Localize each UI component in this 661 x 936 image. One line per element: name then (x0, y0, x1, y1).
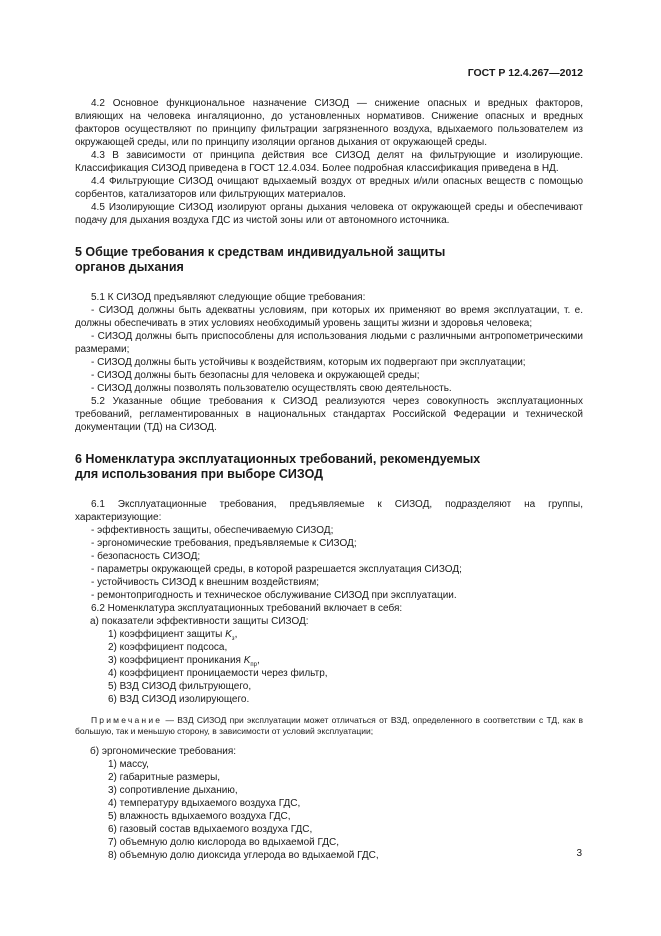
subsection-a-title: а) показатели эффективности защиты СИЗОД: (90, 616, 309, 627)
list-item: - СИЗОД должны быть адекватны условиям, при которых их применяют во время эксплуатации, т. е. должны обеспечивать в этих условиях необходимый уровень защиты жизни и здоровья человека; (75, 305, 583, 329)
paragraph-5-2: 5.2 Указанные общие требования к СИЗОД реализуются через совокупность эксплуатационных требований, регламентированных в национальных стандартах Российской Федерации и технической документации (ТД) на СИЗОД. (75, 396, 583, 433)
list-item: - ремонтопригодность и техническое обслуживание СИЗОД при эксплуатации. (91, 590, 457, 601)
list-item: 4) температуру вдыхаемого воздуха ГДС, (108, 798, 301, 809)
section-5-heading-line1: 5 Общие требования к средствам индивидуальной защиты (75, 245, 446, 259)
list-item: - эргономические требования, предъявляемые к СИЗОД; (91, 538, 357, 549)
list-item: 3) сопротивление дыханию, (108, 785, 238, 796)
note-text: — ВЗД СИЗОД при эксплуатации может отличаться от ВЗД, определенного в соответствии с ТД, как в большую, так и меньшую сторону, в зависимости от условий эксплуатации; (75, 715, 583, 736)
list-item: 8) объемную долю диоксида углерода во вдыхаемой ГДС, (108, 850, 379, 861)
paragraph-4-5: 4.5 Изолирующие СИЗОД изолируют органы дыхания человека от окружающей среды и обеспечивают подачу для дыхания воздуха ГДС из чистой зоны или от автономного источника. (75, 202, 583, 226)
paragraph-4-2: 4.2 Основное функциональное назначение СИЗОД — снижение опасных и вредных факторов, влияющих на человека ингаляционно, до установленных нормативов. Снижение опасных и вредных факторов осуществляют по принципу фильтрации загрязненного воздуха, вдыхаемого пользователем из окружающей среды, или по принципу изоляции органов дыхания от окружающей среды. (75, 98, 583, 148)
symbol-k: K (243, 655, 251, 666)
paragraph-6-2: 6.2 Номенклатура эксплуатационных требований включает в себя: (91, 603, 403, 614)
list-item: - СИЗОД должны быть устойчивы к воздействиям, которым их подвергают при эксплуатации; (91, 357, 526, 368)
subscript: з (231, 636, 235, 642)
list-item: - параметры окружающей среды, в которой разрешается эксплуатация СИЗОД; (91, 564, 462, 575)
list-item: 6) ВЗД СИЗОД изолирующего. (108, 694, 250, 705)
list-item: - устойчивость СИЗОД к внешним воздействиям; (91, 577, 320, 588)
section-6-heading (75, 452, 583, 482)
section-5-heading (75, 245, 583, 275)
item-text: , (234, 629, 238, 640)
page-number: 3 (576, 848, 582, 859)
list-item (75, 654, 583, 667)
list-item (75, 628, 583, 641)
note (75, 715, 583, 737)
paragraph-4-3: 4.3 В зависимости от принципа действия все СИЗОД делят на фильтрующие и изолирующие. Классификация СИЗОД приведена в ГОСТ 12.4.034. Более подробная классификация приведена в НД. (75, 150, 583, 174)
paragraph-5-1: 5.1 К СИЗОД предъявляют следующие общие требования: (91, 292, 366, 303)
item-text: 3) коэффициент проникания (108, 655, 244, 666)
list-item: 5) влажность вдыхаемого воздуха ГДС, (108, 811, 291, 822)
paragraph-4-4: 4.4 Фильтрующие СИЗОД очищают вдыхаемый воздух от вредных и/или опасных веществ с помощью сорбентов, катализаторов или фильтрующих материалов. (75, 176, 583, 200)
list-item: 2) коэффициент подсоса, (108, 642, 228, 653)
list-item: - СИЗОД должны быть приспособлены для использования людьми с различными антропометрическими размерами; (75, 331, 583, 355)
list-item: 2) габаритные размеры, (108, 772, 221, 783)
list-item: - СИЗОД должны позволять пользователю осуществлять свою деятельность. (91, 383, 452, 394)
symbol-k: K (225, 629, 232, 640)
note-label: Примечание (91, 715, 163, 725)
section-6-heading-line1: 6 Номенклатура эксплуатационных требований, рекомендуемых (75, 452, 481, 466)
subscript: пр (250, 662, 257, 668)
list-item: - СИЗОД должны быть безопасны для человека и окружающей среды; (91, 370, 420, 381)
item-text: 1) коэффициент защиты (108, 629, 226, 640)
list-item: - эффективность защиты, обеспечиваемую СИЗОД; (91, 525, 334, 536)
standard-header: ГОСТ Р 12.4.267—2012 (467, 67, 583, 79)
list-item: 4) коэффициент проницаемости через фильтр, (108, 668, 328, 679)
list-item: 1) массу, (108, 759, 149, 770)
section-6-heading-line2: для использования при выборе СИЗОД (75, 467, 324, 481)
page-content (75, 97, 583, 862)
subsection-b-title: б) эргономические требования: (90, 746, 237, 757)
list-item: - безопасность СИЗОД; (91, 551, 201, 562)
item-text: , (257, 655, 260, 666)
list-item: 5) ВЗД СИЗОД фильтрующего, (108, 681, 252, 692)
list-item: 6) газовый состав вдыхаемого воздуха ГДС, (108, 824, 313, 835)
list-item: 7) объемную долю кислорода во вдыхаемой ГДС, (108, 837, 340, 848)
section-5-heading-line2: органов дыхания (75, 260, 184, 274)
paragraph-6-1: 6.1 Эксплуатационные требования, предъявляемые к СИЗОД, подразделяют на группы, характеризующие: (75, 499, 583, 523)
